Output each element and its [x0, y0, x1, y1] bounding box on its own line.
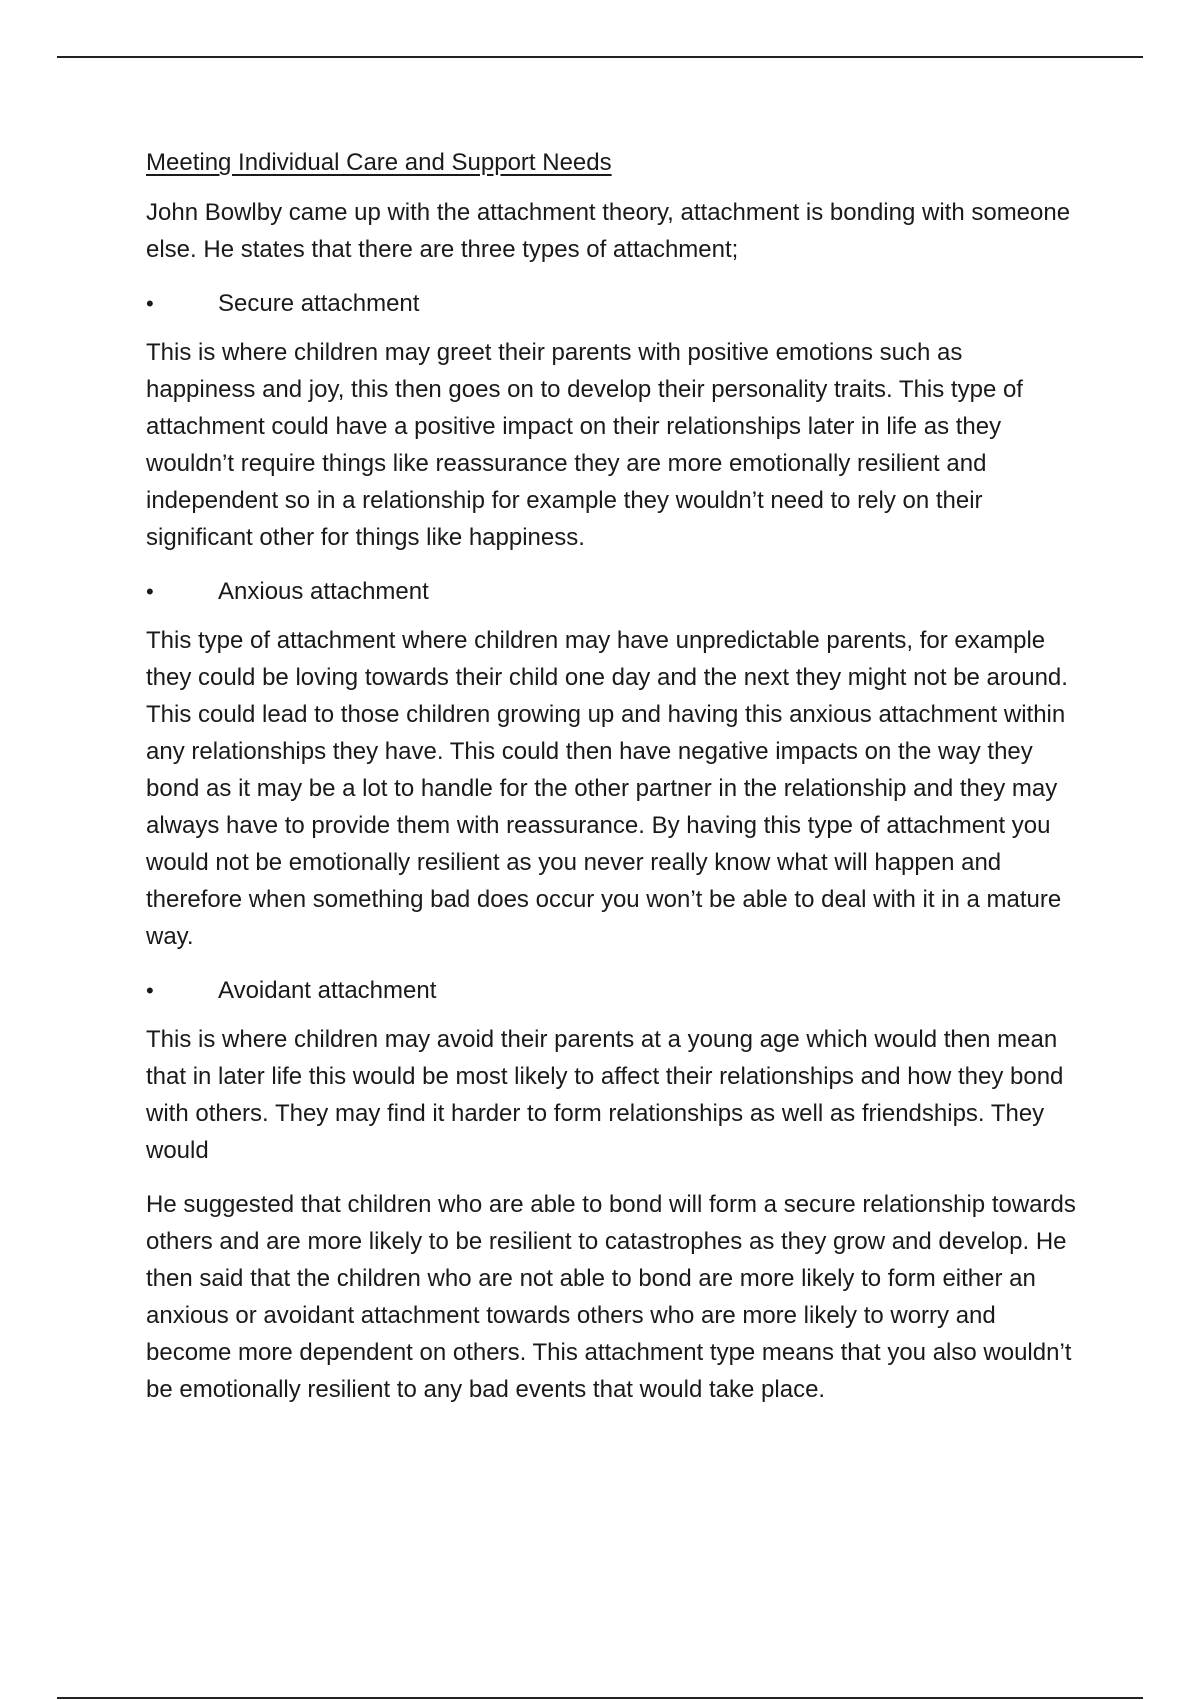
bullet-icon: •: [146, 291, 154, 316]
avoidant-attachment-paragraph: This is where children may avoid their parents at a young age which would then mean that in later life this would be most likely to affect their relationships and how they bond with others. They may find it harder to form relationships as well as friendships. They would: [146, 1026, 1064, 1164]
secure-attachment-paragraph: This is where children may greet their parents with positive emotions such as happiness and joy, this then goes on to develop their personality traits. This type of attachment could have a positive impact on their relationships later in life as they wouldn’t require things like reassurance they are more emotionally resilient and independent so in a relationship for example they wouldn’t need to rely on their significant other for things like happiness.: [146, 339, 1023, 551]
bullet-anxious-attachment: [146, 573, 1076, 610]
bullet-icon: •: [146, 579, 154, 604]
bullet-label: Avoidant attachment: [218, 977, 437, 1004]
bullet-icon: •: [146, 978, 154, 1003]
bullet-label: Anxious attachment: [218, 578, 429, 605]
intro-paragraph: John Bowlby came up with the attachment theory, attachment is bonding with someone else. He states that there are three types of attachment;: [146, 199, 1071, 263]
bullet-label: Secure attachment: [218, 290, 420, 317]
document-body: [146, 144, 1076, 1425]
bullet-avoidant-attachment: [146, 972, 1076, 1009]
document-title: Meeting Individual Care and Support Needs: [146, 149, 612, 176]
bullet-secure-attachment: [146, 285, 1076, 322]
footer-rule: [57, 1697, 1143, 1699]
conclusion-paragraph: He suggested that children who are able to bond will form a secure relationship towards others and are more likely to be resilient to catastrophes as they grow and develop. He then said that the children who are not able to bond are more likely to form either an anxious or avoidant attachment towards others who are more likely to worry and become more dependent on others. This attachment type means that you also wouldn’t be emotionally resilient to any bad events that would take place.: [146, 1191, 1076, 1403]
header-rule: [57, 56, 1143, 58]
anxious-attachment-paragraph: This type of attachment where children may have unpredictable parents, for example they could be loving towards their child one day and the next they might not be around. This could lead to those children growing up and having this anxious attachment within any relationships they have. This could then have negative impacts on the way they bond as it may be a lot to handle for the other partner in the relationship and they may always have to provide them with reassurance. By having this type of attachment you would not be emotionally resilient as you never really know what will happen and therefore when something bad does occur you won’t be able to deal with it in a mature way.: [146, 627, 1068, 950]
